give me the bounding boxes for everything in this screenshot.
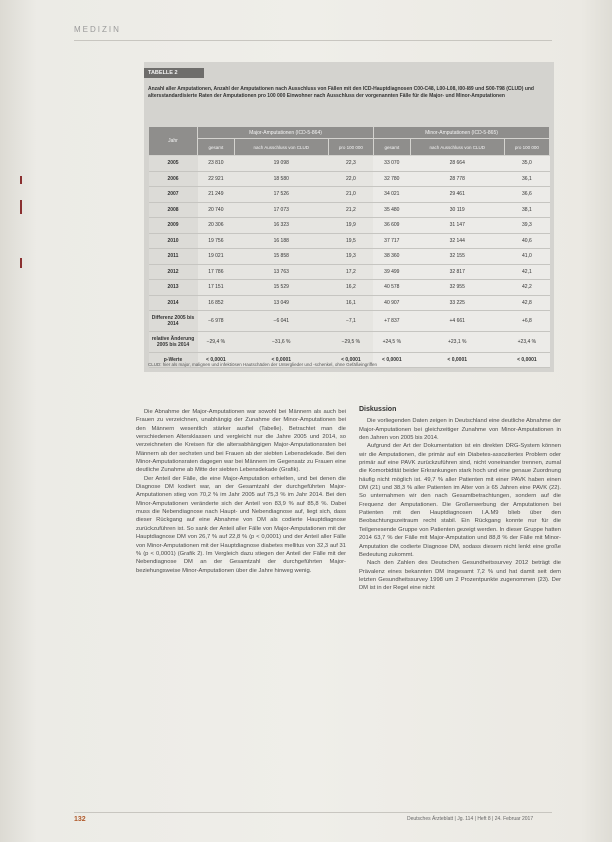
header-year: Jahr bbox=[149, 127, 198, 156]
header-major: Major-Amputationen (ICD-5-864) bbox=[198, 127, 374, 139]
table-row bbox=[149, 280, 550, 296]
section-label: MEDIZIN bbox=[74, 25, 121, 34]
table-cell: 36,1 bbox=[504, 171, 549, 187]
table-cell: 16 188 bbox=[234, 233, 328, 249]
table-cell: Differenz 2005 bis 2014 bbox=[149, 311, 198, 332]
subheader-cell: pro 100 000 bbox=[504, 139, 549, 156]
table-cell: 22,0 bbox=[328, 171, 373, 187]
table-cell: 36 609 bbox=[373, 218, 410, 234]
table-cell: 2014 bbox=[149, 295, 198, 311]
margin-mark bbox=[20, 176, 22, 184]
body-paragraph: Aufgrund der Art der Dokumentation ist ein direkten DRG-System können wir die Amputationen, die primär auf ein Diabetes-assoziiertes Problem oder primär auf eine PAVK zurückzuführen sind, nicht voneinander trennen, zumal die Komorbidität beider Erkrankungen stark hoch und eine genaue Zuordnung häufig nicht möglich ist. 49,7 % aller Patienten mit einer PAVK haben einen DM (21) und 38,3 % aller Patienten im Alter von ≥ 65 Jahren eine PAVK (22). So unternahmen wir den nach Gesamtbetrachtungen, sondern auf die Frequenz der Amputationen. Die Großerwerbung der Amputationen bei Patienten mit den Hauptdiagnosen I.A.M9 blieb über den Beobachtungszeitraum recht stabil. Ein Rückgang konnte nur für die Teilgenesende Gruppe von Patienten gezeigt werden. In dieser Gruppe hatten 2014 63,7 % der Fälle mit Major-Amputation und 88,8 % der Fälle mit Minor-Amputation die codierte Diagnose DM, sodass diesem nicht lenkt eine große Bedeutung zukommt. bbox=[359, 443, 561, 558]
table-cell: < 0,0001 bbox=[410, 353, 504, 368]
table-cell: 40 578 bbox=[373, 280, 410, 296]
header-rule bbox=[74, 40, 552, 41]
table-cell: +23,4 % bbox=[504, 332, 549, 353]
table-row bbox=[149, 295, 550, 311]
left-column bbox=[136, 408, 346, 575]
table-cell: 17 786 bbox=[198, 264, 235, 280]
table-cell: 21,2 bbox=[328, 202, 373, 218]
table-cell: 36,6 bbox=[504, 187, 549, 203]
table-row bbox=[149, 187, 550, 203]
table-cell: 17 073 bbox=[234, 202, 328, 218]
table-cell: 22,3 bbox=[328, 156, 373, 172]
subheader-cell: nach Ausschluss von CLUD bbox=[234, 139, 328, 156]
right-column bbox=[359, 406, 561, 593]
table-cell: 37 717 bbox=[373, 233, 410, 249]
body-paragraph: Die Abnahme der Major-Amputationen war sowohl bei Männern als auch bei Frauen zu verzeichnen, unabhängig der Zunahme der Minor-Amputationen bei den Männern wesentlich stärker ausfiel (Tabelle). Betrachtet man die verschiedenen Altersklassen und vergleicht nur die Jahre 2005 und 2014, so verzeichneten die Kreisen für die altersabhängigen Major-Amputationsraten bei Männern ab der sechsten und bei Frauen ab der siebten Lebensdekade. Bei den Minor-Amputationsraten dagegen war bei Männern im Gegensatz zu Frauen eine deutliche Zunahme ab Mitte der siebten Lebensdekade (Grafik). bbox=[136, 409, 346, 474]
table-row bbox=[149, 311, 550, 332]
table-cell: 42,8 bbox=[504, 295, 549, 311]
table-cell: 40,6 bbox=[504, 233, 549, 249]
table-cell: 19 756 bbox=[198, 233, 235, 249]
table-cell: 32 144 bbox=[410, 233, 504, 249]
table-cell: 32 780 bbox=[373, 171, 410, 187]
table-cell: 21,0 bbox=[328, 187, 373, 203]
body-paragraph: Nach den Zahlen des Deutschen Gesundheitssurvey 2012 beträgt die Prävalenz eines bekannten DM insgesamt 7,2 % und hat damit seit dem letzten Gesundheitssurvey 1998 um 2 Prozentpunkte zugenommen (23). Der DM ist in der Regel eine nicht bbox=[359, 560, 561, 592]
table-cell: −31,6 % bbox=[234, 332, 328, 353]
table-cell: 2010 bbox=[149, 233, 198, 249]
table-cell: 32 155 bbox=[410, 249, 504, 265]
body-paragraph: Die vorliegenden Daten zeigen in Deutschland eine deutliche Abnahme der Major-Amputationen bei gleichzeitiger Zunahme von Minor-Amputationen in den Jahren von 2005 bis 2014. bbox=[359, 418, 561, 442]
table-cell: 22 921 bbox=[198, 171, 235, 187]
table-cell: −6 978 bbox=[198, 311, 235, 332]
table-row bbox=[149, 171, 550, 187]
table-cell: 2008 bbox=[149, 202, 198, 218]
table-cell: 28 778 bbox=[410, 171, 504, 187]
table-cell: 19,5 bbox=[328, 233, 373, 249]
table-cell: +7 837 bbox=[373, 311, 410, 332]
table-cell: −7,1 bbox=[328, 311, 373, 332]
table-cell: 33 225 bbox=[410, 295, 504, 311]
amputation-table bbox=[148, 126, 550, 368]
table-cell: 31 147 bbox=[410, 218, 504, 234]
table-cell: 13 049 bbox=[234, 295, 328, 311]
table-cell: < 0,0001 bbox=[234, 353, 328, 368]
table-cell: relative Änderung 2005 bis 2014 bbox=[149, 332, 198, 353]
table-cell: 18 580 bbox=[234, 171, 328, 187]
table-cell: 41,0 bbox=[504, 249, 549, 265]
table-cell: 35 480 bbox=[373, 202, 410, 218]
table-cell: 16 323 bbox=[234, 218, 328, 234]
table-cell: 39 499 bbox=[373, 264, 410, 280]
section-heading: Diskussion bbox=[359, 406, 397, 413]
table-cell: 16,2 bbox=[328, 280, 373, 296]
page-number: 132 bbox=[74, 816, 86, 823]
table-cell: +23,1 % bbox=[410, 332, 504, 353]
subheader-cell: gesamt bbox=[373, 139, 410, 156]
subheader-cell: nach Ausschluss von CLUD bbox=[410, 139, 504, 156]
table-cell: 20 306 bbox=[198, 218, 235, 234]
table-cell: 42,1 bbox=[504, 264, 549, 280]
table-cell: 39,3 bbox=[504, 218, 549, 234]
footer-rule bbox=[74, 812, 552, 813]
table-row bbox=[149, 264, 550, 280]
table-cell: 2009 bbox=[149, 218, 198, 234]
table-cell: 19,3 bbox=[328, 249, 373, 265]
table-cell: 38,1 bbox=[504, 202, 549, 218]
table-cell: 17 151 bbox=[198, 280, 235, 296]
table-cell: p-Werte bbox=[149, 353, 198, 368]
table-cell: 13 763 bbox=[234, 264, 328, 280]
table-cell: +24,5 % bbox=[373, 332, 410, 353]
table-row bbox=[149, 218, 550, 234]
table-cell: 15 529 bbox=[234, 280, 328, 296]
header-minor: Minor-Amputationen (ICD-5-865) bbox=[373, 127, 549, 139]
journal-citation: Deutsches Ärzteblatt | Jg. 114 | Heft 8 | 24. Februar 2017 bbox=[407, 816, 534, 822]
table-cell: 19 021 bbox=[198, 249, 235, 265]
table-cell: −29,5 % bbox=[328, 332, 373, 353]
table-cell: 40 907 bbox=[373, 295, 410, 311]
table-cell: 21 249 bbox=[198, 187, 235, 203]
table-cell: 30 119 bbox=[410, 202, 504, 218]
table-row bbox=[149, 249, 550, 265]
table-cell: 17,2 bbox=[328, 264, 373, 280]
table-footnote: CLUD: hier als major, malignen und infektiösen Hautschäden der Unterglieder und -schenkel, ohne Gefäßeingriffen bbox=[148, 362, 378, 367]
table-cell: 34 021 bbox=[373, 187, 410, 203]
table-cell: 35,0 bbox=[504, 156, 549, 172]
table-cell: 16 852 bbox=[198, 295, 235, 311]
table-row bbox=[149, 233, 550, 249]
table-cell: 29 461 bbox=[410, 187, 504, 203]
margin-mark bbox=[20, 200, 22, 214]
table-cell: −29,4 % bbox=[198, 332, 235, 353]
body-paragraph: Der Anteil der Fälle, die eine Major-Amputation erhielten, und bei denen die Diagnose DM kodiert war, an der Gesamtzahl der durchgeführten Major-Amputationen stieg von 70,2 % im Jahr 2005 auf 75,3 % im Jahr 2014. Bei den Minor-Amputationen veränderte sich der Anteil von 83,9 % auf 85,8 %. Dabei muss die Nebendiagnose nach Haupt- und Nebendiagnose auf, liegt sich, dass dieser Rückgang auf eine Abnahme von DM als codierte Hauptdiagnose zurückzuführen ist. So sank der Anteil aller Fälle von Major-Amputationen mit der Hauptdiagnose DM von 26,7 % auf 22,8 % (p < 0,0001) und der Anteil aller Fälle von Minor-Amputationen mit der Hauptdiagnose diabetes mellitus von 32,3 auf 31 % (p < 0,0001) (Grafik 2). Im Vergleich dazu stiegen der Anteil der Fälle mit der Nebendiagnose DM an der Gesamtzahl der durchgeführten Major- beziehungsweise Minor-Amputationen über die Jahre hinweg wenig. bbox=[136, 475, 346, 574]
table-row bbox=[149, 156, 550, 172]
table-cell: < 0,0001 bbox=[504, 353, 549, 368]
table-cell: 2011 bbox=[149, 249, 198, 265]
table-figure bbox=[144, 62, 554, 372]
table-cell: < 0,0001 bbox=[328, 353, 373, 368]
table-cell: 17 526 bbox=[234, 187, 328, 203]
table-cell: 2007 bbox=[149, 187, 198, 203]
table-cell: 32 817 bbox=[410, 264, 504, 280]
table-cell: 32 955 bbox=[410, 280, 504, 296]
table-cell: 20 740 bbox=[198, 202, 235, 218]
table-cell: < 0,0001 bbox=[373, 353, 410, 368]
table-caption: Anzahl aller Amputationen, Anzahl der Amputationen nach Ausschluss von Fällen mit den ICD-Hauptdiagnosen C00-C48, L00-L08, I00-I89 und S00-T98 (CLUD) und altersstandardisierte Raten der Amputationen pro 100 000 Einwohner nach Ausschluss der vorgenannten Fälle für die Major- und Minor-Amputationen bbox=[148, 86, 534, 99]
table-cell: 33 070 bbox=[373, 156, 410, 172]
table-cell: 42,2 bbox=[504, 280, 549, 296]
table-cell: −6 041 bbox=[234, 311, 328, 332]
subheader-cell: pro 100 000 bbox=[328, 139, 373, 156]
table-cell: +4 661 bbox=[410, 311, 504, 332]
table-cell: 2013 bbox=[149, 280, 198, 296]
margin-mark bbox=[20, 258, 22, 268]
table-cell: 38 360 bbox=[373, 249, 410, 265]
table-row bbox=[149, 332, 550, 353]
table-cell: 19,9 bbox=[328, 218, 373, 234]
subheader-cell: gesamt bbox=[198, 139, 235, 156]
table-label: TABELLE 2 bbox=[144, 68, 204, 78]
table-cell: 16,1 bbox=[328, 295, 373, 311]
table-cell: +6,8 bbox=[504, 311, 549, 332]
table-cell: 2005 bbox=[149, 156, 198, 172]
table-cell: 15 858 bbox=[234, 249, 328, 265]
table-cell: 19 098 bbox=[234, 156, 328, 172]
table-cell: < 0,0001 bbox=[198, 353, 235, 368]
table-cell: 2012 bbox=[149, 264, 198, 280]
table-cell: 23 810 bbox=[198, 156, 235, 172]
table-cell: 2006 bbox=[149, 171, 198, 187]
table-row bbox=[149, 202, 550, 218]
table-cell: 28 664 bbox=[410, 156, 504, 172]
